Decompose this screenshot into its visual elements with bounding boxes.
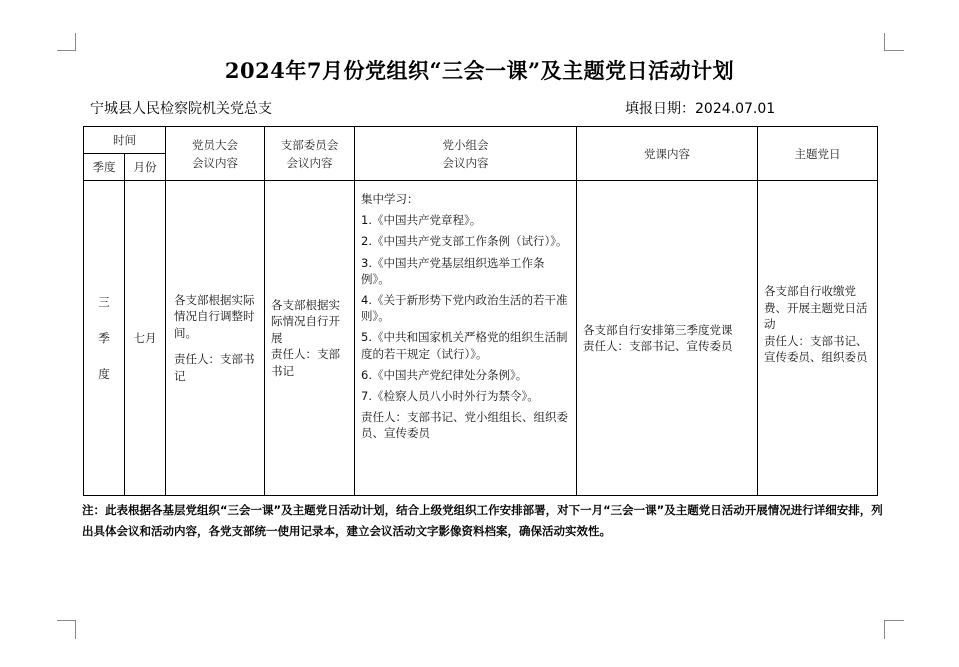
header-members-meeting [166, 127, 265, 181]
activity-plan-table [83, 126, 878, 496]
season-cell [84, 181, 125, 496]
theme-day-responsible: 责任人：支部书记、宣传委员、组织委员 [764, 333, 868, 364]
header-committee-meeting-line1: 支部委员会 [280, 137, 339, 152]
group-meeting-cell [355, 181, 577, 496]
organization-name: 宁城县人民检察院机关党总支 [90, 101, 272, 117]
header-party-lesson: 党课内容 [577, 127, 758, 181]
group-meeting-intro: 集中学习： [361, 192, 419, 206]
header-committee-meeting-line2: 会议内容 [286, 155, 333, 170]
study-item: 7.《检察人员八小时外行为禁令》。 [361, 389, 539, 404]
theme-day-content: 各支部自行收缴党费、开展主题党日活动 [764, 284, 868, 331]
study-item: 6.《中国共产党纪律处分条例》。 [361, 367, 528, 382]
header-members-meeting-line1: 党员大会 [192, 137, 238, 152]
study-item: 2.《中国共产党支部工作条例（试行）》。 [361, 234, 568, 249]
members-meeting-content: 各支部根据实际情况自行调整时间。 [174, 292, 255, 340]
study-item: 3.《中国共产党基层组织选举工作条例》。 [361, 255, 545, 286]
members-meeting-cell [166, 181, 265, 496]
group-meeting-responsible: 责任人：支部书记、党小组组长、组织委员、宣传委员 [361, 410, 568, 441]
header-month: 月份 [125, 154, 166, 181]
theme-day-cell [758, 181, 878, 496]
header-group-meeting [355, 127, 577, 181]
members-meeting-responsible: 责任人：支部书记 [174, 352, 255, 383]
study-item: 1.《中国共产党章程》。 [361, 213, 482, 228]
header-theme-day: 主题党日 [758, 127, 878, 181]
header-group-meeting-line2: 会议内容 [442, 155, 489, 170]
season-char: 度 [98, 367, 110, 381]
study-item: 4.《关于新形势下党内政治生活的若干准则》。 [361, 293, 568, 324]
header-members-meeting-line2: 会议内容 [192, 155, 238, 170]
header-committee-meeting [265, 127, 355, 181]
season-char: 季 [98, 331, 110, 345]
party-lesson-content: 各支部自行安排第三季度党课 [583, 322, 733, 337]
crop-mark-top-left [57, 33, 76, 51]
footnote: 注：此表根据各基层党组织“三会一课”及主题党日活动计划，结合上级党组织工作安排部署，对下一月“三会一课”及主题党日活动开展情况进行详细安排，列出具体会议和活动内容，各党支部统一使用记录本，建立会议活动文字影像资料档案，确保活动实效性。 [82, 503, 883, 538]
party-lesson-responsible: 责任人：支部书记、宣传委员 [583, 339, 733, 353]
header-season: 季度 [84, 154, 125, 181]
month-cell [125, 181, 166, 496]
month-value: 七月 [133, 331, 157, 345]
party-lesson-cell [577, 181, 758, 496]
committee-meeting-responsible: 责任人：支部书记 [271, 347, 340, 378]
header-time: 时间 [84, 127, 166, 154]
study-item: 5.《中共和国家机关严格党的组织生活制度的若干规定（试行）》。 [361, 330, 568, 361]
header-group-meeting-line1: 党小组会 [442, 137, 489, 152]
committee-meeting-content: 各支部根据实际情况自行开展 [271, 297, 340, 345]
crop-mark-bottom-right [884, 620, 904, 639]
crop-mark-top-right [884, 33, 904, 51]
crop-mark-bottom-left [57, 620, 76, 639]
document-title: 2024年7月份党组织“三会一课”及主题党日活动计划 [224, 58, 735, 83]
season-char: 三 [98, 295, 110, 309]
committee-meeting-cell [265, 181, 355, 496]
fill-date: 填报日期：2024.07.01 [625, 101, 776, 117]
